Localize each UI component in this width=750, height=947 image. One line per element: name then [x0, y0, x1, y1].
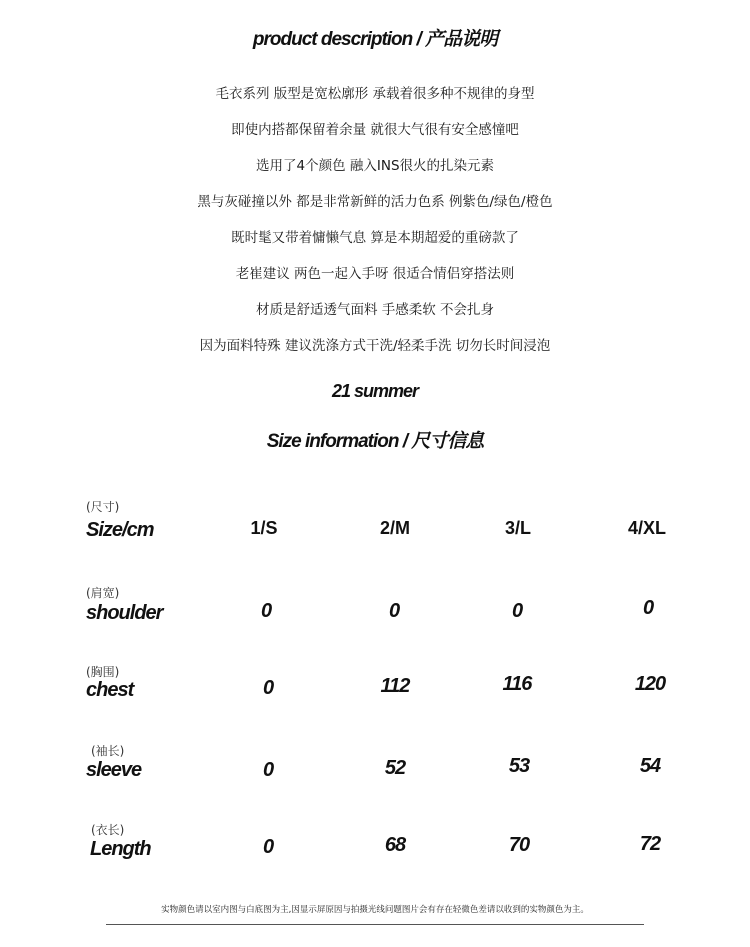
- description-line: 材质是舒适透气面料 手感柔软 不会扎身: [255, 302, 495, 318]
- table-cell: 112: [380, 675, 410, 697]
- table-cell: 54: [639, 755, 661, 777]
- bottom-divider: [106, 924, 644, 925]
- table-cell: 116: [502, 673, 532, 695]
- row-label-en-sleeve: sleeve: [86, 759, 142, 781]
- table-cell: 0: [262, 759, 274, 781]
- description-line: 毛衣系列 版型是宽松廓形 承载着很多种不规律的身型: [215, 86, 535, 102]
- color-disclaimer-footnote: 实物颜色请以室内图与白底图为主,因显示屏原因与拍摄光线问题图片会有存在轻微色差请以收到的实物颜色为主。: [161, 905, 589, 915]
- product-description-heading: product description / 产品说明: [252, 29, 498, 50]
- table-cell: 52: [384, 757, 406, 779]
- table-cell: 0: [642, 597, 654, 619]
- size-column-header: 3/L: [504, 518, 531, 538]
- table-cell: 0: [388, 600, 400, 622]
- season-label: 21 summer: [331, 381, 419, 401]
- table-cell: 72: [639, 833, 661, 855]
- row-label-cn-shoulder: (肩宽): [86, 586, 120, 600]
- size-column-header: 1/S: [250, 518, 278, 538]
- table-cell: 0: [262, 836, 274, 858]
- table-cell: 120: [634, 673, 666, 695]
- description-line: 黑与灰碰撞以外 都是非常新鲜的活力色系 例紫色/绿色/橙色: [197, 194, 553, 210]
- table-cell: 0: [511, 600, 523, 622]
- row-label-en-chest: chest: [86, 679, 134, 701]
- row-label-en-length: Length: [90, 838, 151, 860]
- description-line: 选用了4个颜色 融入INS很火的扎染元素: [255, 158, 495, 174]
- size-column-header: 4/XL: [627, 518, 666, 538]
- table-cell: 68: [384, 834, 406, 856]
- description-line: 既时髦又带着慵懒气息 算是本期超爱的重磅款了: [231, 230, 519, 246]
- table-cell: 0: [262, 677, 274, 699]
- size-header-label-cn: (尺寸): [86, 500, 120, 514]
- table-cell: 70: [508, 834, 530, 856]
- table-cell: 0: [260, 600, 272, 622]
- row-label-cn-sleeve: (袖长): [91, 744, 125, 758]
- description-line: 因为面料特殊 建议洗涤方式干洗/轻柔手洗 切勿长时间浸泡: [199, 338, 551, 354]
- description-line: 即使内搭都保留着余量 就很大气很有安全感憧吧: [231, 122, 519, 138]
- size-column-header: 2/M: [379, 518, 410, 538]
- description-line: 老崔建议 两色一起入手呀 很适合情侣穿搭法则: [235, 266, 515, 282]
- size-information-heading: Size information / 尺寸信息: [266, 431, 484, 452]
- table-cell: 53: [508, 755, 530, 777]
- row-label-cn-length: (衣长): [91, 823, 125, 837]
- size-header-label-en: Size/cm: [86, 519, 154, 541]
- row-label-en-shoulder: shoulder: [86, 602, 163, 624]
- row-label-cn-chest: (胸围): [86, 665, 120, 679]
- description-block: [0, 84, 750, 372]
